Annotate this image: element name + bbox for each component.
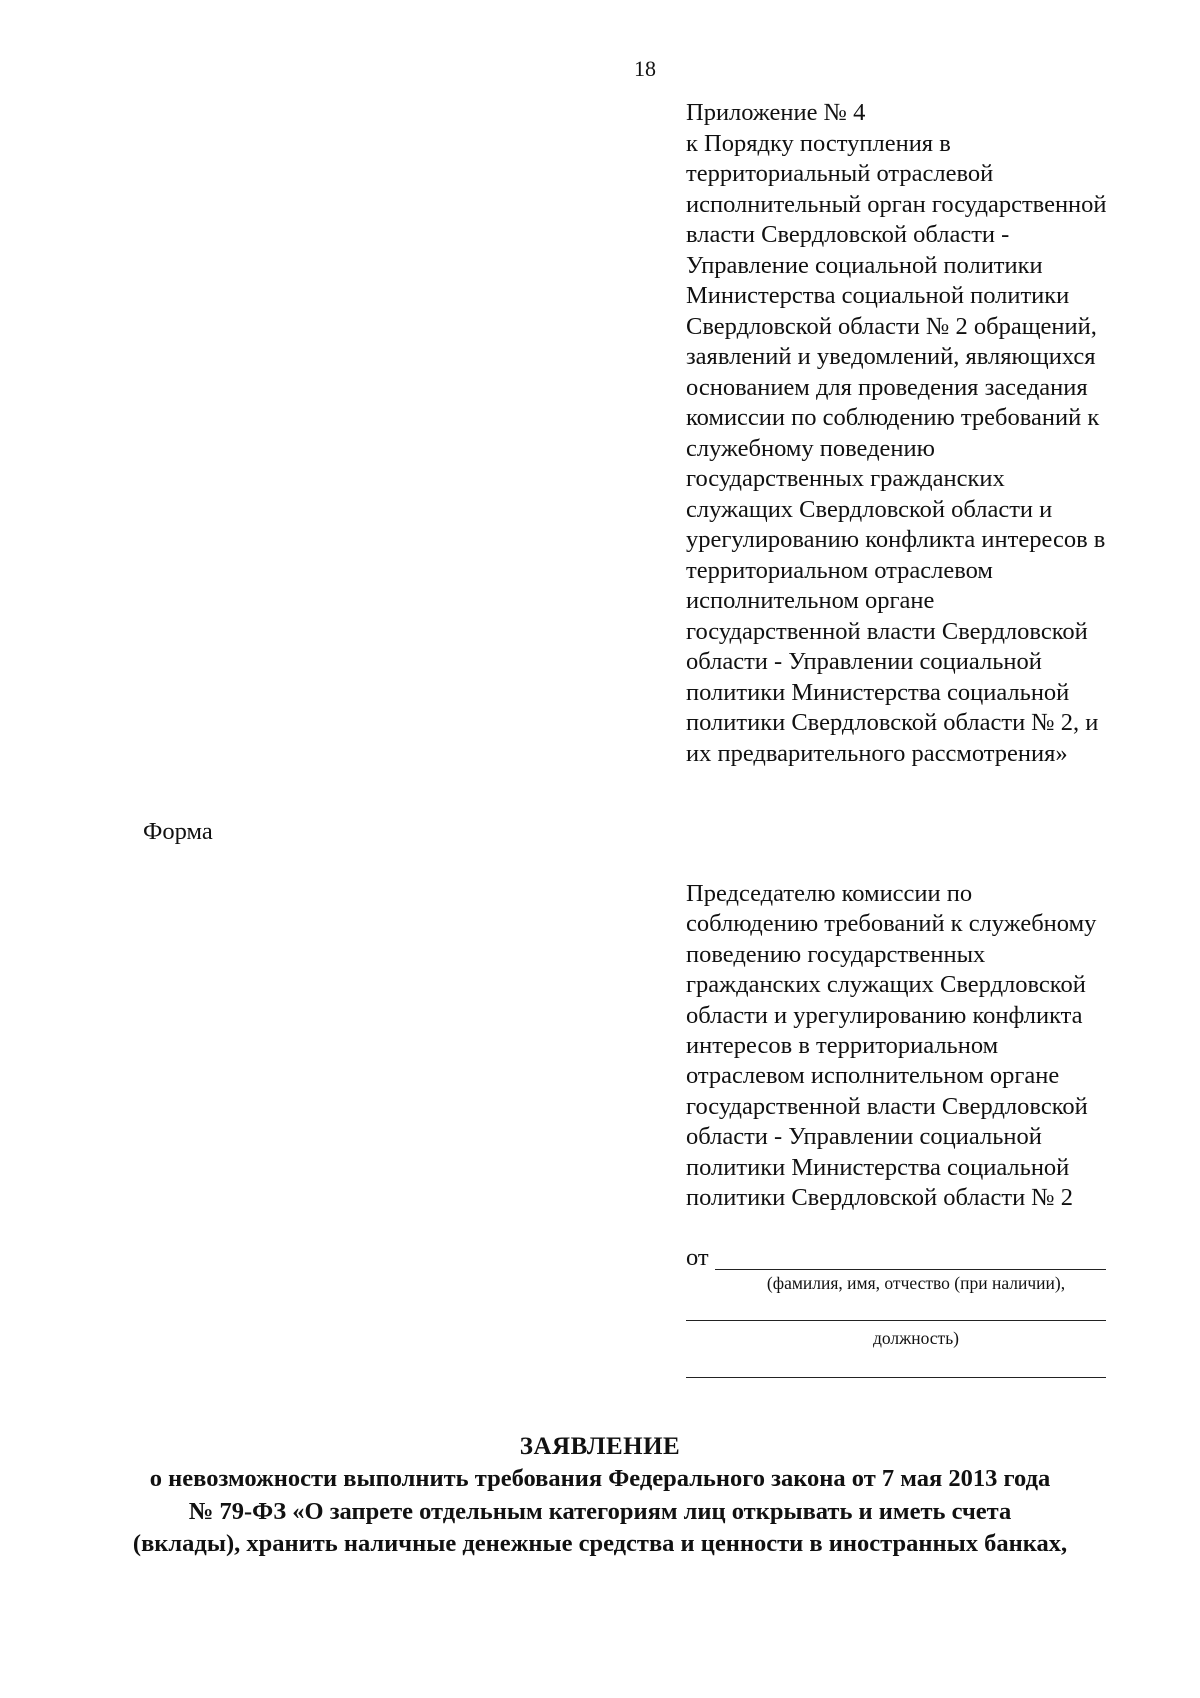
appendix-line: территориальном отраслевом: [686, 556, 993, 584]
appendix-line: исполнительном органе: [686, 587, 935, 614]
appendix-line: заявлений и уведомлений, являющихся: [686, 343, 1096, 370]
statement-heading: [100, 1430, 1100, 1561]
addressee-block: [686, 879, 1156, 1213]
appendix-line: власти Свердловской области -: [686, 221, 1010, 248]
appendix-line: политики Министерства социальной: [686, 678, 1070, 706]
appendix-line: территориальный отраслевой: [686, 160, 994, 187]
addressee-line: политики Свердловской области № 2: [686, 1184, 1074, 1212]
appendix-line: служебному поведению: [686, 434, 935, 462]
appendix-line: Свердловской области № 2 обращений,: [686, 312, 1097, 340]
addressee-line: поведению государственных: [686, 940, 986, 968]
statement-subject-line: № 79-ФЗ «О запрете отдельным категориям лиц открывать и иметь счета: [188, 1497, 1012, 1525]
appendix-line: Управление социальной политики: [686, 251, 1043, 279]
addressee-line: государственной власти Свердловской: [686, 1092, 1088, 1120]
appendix-line: служащих Свердловской области и: [686, 495, 1053, 523]
from-word: от: [686, 1244, 709, 1271]
form-label: Форма: [143, 818, 213, 845]
addressee-line: Председателю комиссии по: [686, 880, 973, 907]
sender-name-continuation-line[interactable]: [686, 1294, 1106, 1321]
addressee-line: области и урегулированию конфликта: [686, 1001, 1083, 1029]
appendix-line: области - Управлении социальной: [686, 648, 1042, 675]
appendix-line: их предварительного рассмотрения»: [686, 739, 1068, 767]
addressee-line: области - Управлении социальной: [686, 1123, 1042, 1151]
sender-position-caption: должность): [872, 1328, 960, 1348]
appendix-line: государственных гражданских: [686, 465, 1005, 492]
statement-subject-line: (вклады), хранить наличные денежные средства и ценности в иностранных банках,: [132, 1530, 1068, 1557]
sender-position-line[interactable]: [686, 1349, 1106, 1378]
addressee-line: политики Министерства социальной: [686, 1153, 1070, 1181]
statement-subject-line: о невозможности выполнить требования Федерального закона от 7 мая 2013 года: [149, 1465, 1051, 1492]
appendix-line: политики Свердловской области № 2, и: [686, 709, 1099, 736]
addressee-line: соблюдению требований к служебному: [686, 910, 1097, 938]
statement-title: ЗАЯВЛЕНИЕ: [519, 1433, 681, 1460]
sender-block: [686, 1240, 1106, 1378]
sender-name-caption: (фамилия, имя, отчество (при наличии),: [766, 1273, 1066, 1293]
appendix-header: [686, 98, 1156, 769]
sender-name-line[interactable]: [715, 1245, 1106, 1270]
appendix-line: исполнительный орган государственной: [686, 190, 1107, 218]
addressee-line: гражданских служащих Свердловской: [686, 971, 1086, 999]
addressee-line: интересов в территориальном: [686, 1032, 999, 1060]
appendix-line: Министерства социальной политики: [686, 282, 1070, 309]
appendix-line: основанием для проведения заседания: [686, 373, 1088, 401]
addressee-line: отраслевом исполнительном органе: [686, 1062, 1060, 1090]
appendix-line: к Порядку поступления в: [686, 129, 951, 157]
appendix-line: государственной власти Свердловской: [686, 617, 1088, 645]
appendix-line: Приложение № 4: [686, 99, 866, 126]
appendix-line: урегулированию конфликта интересов в: [686, 526, 1106, 553]
appendix-line: комиссии по соблюдению требований к: [686, 404, 1100, 431]
sender-name-row: [686, 1240, 1106, 1270]
page-number: 18: [634, 56, 656, 81]
